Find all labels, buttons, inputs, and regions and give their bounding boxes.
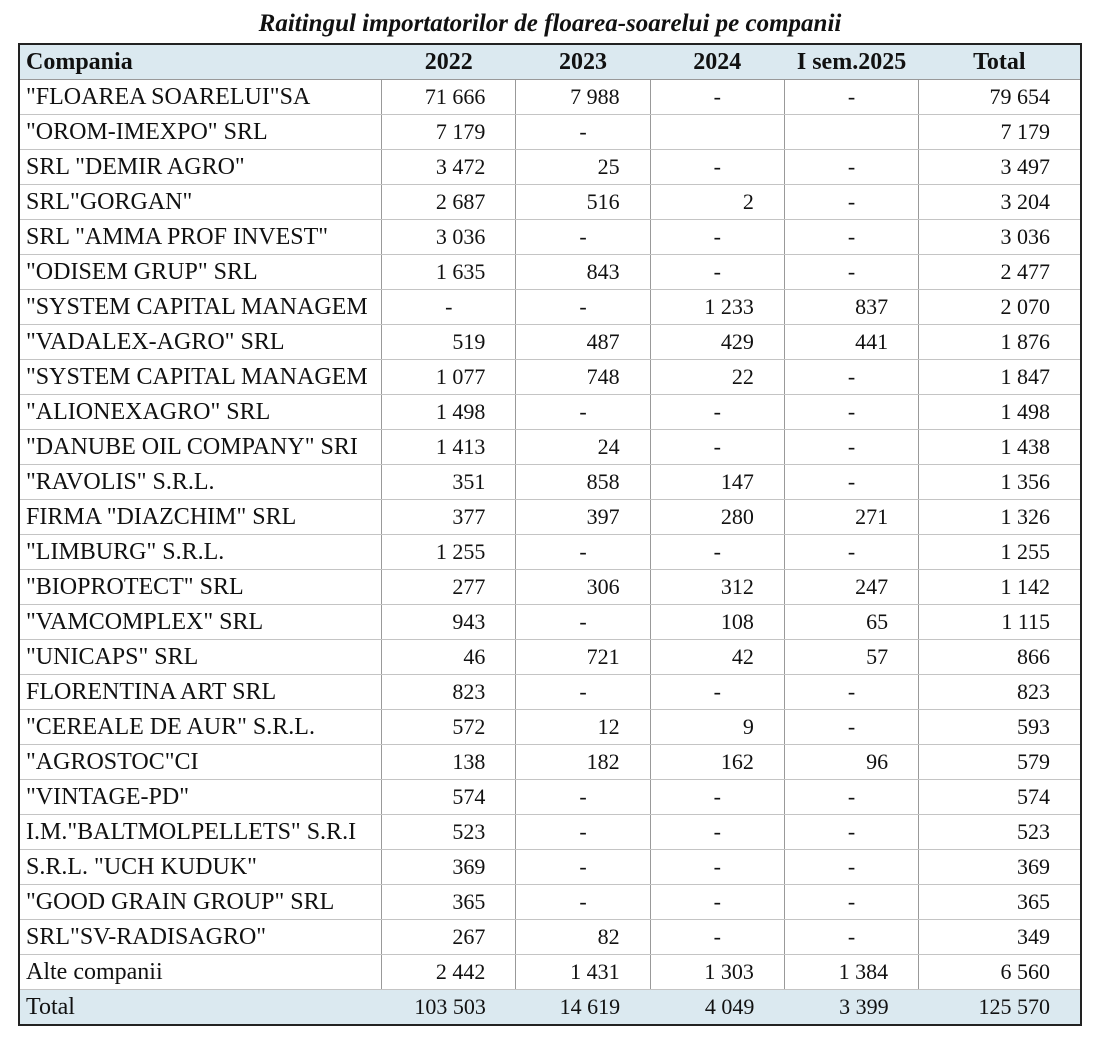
value-2023: 721 xyxy=(516,640,650,675)
value-2023: - xyxy=(516,815,650,850)
value-2022: 519 xyxy=(382,325,516,360)
value-2022: 2 442 xyxy=(382,955,516,990)
table-row xyxy=(19,570,1081,605)
value-2023: - xyxy=(516,885,650,920)
value-2025-h1: 1 384 xyxy=(784,955,918,990)
value-2024: 312 xyxy=(650,570,784,605)
value-2022: 3 472 xyxy=(382,150,516,185)
value-2024: 280 xyxy=(650,500,784,535)
company-name: "VADALEX-AGRO" SRL xyxy=(19,325,382,360)
value-2023: 516 xyxy=(516,185,650,220)
company-name: "VAMCOMPLEX" SRL xyxy=(19,605,382,640)
table-title: Raitingul importatorilor de floarea-soarelui pe companii xyxy=(258,10,842,37)
value-2025-h1: - xyxy=(784,850,918,885)
table-row xyxy=(19,815,1081,850)
value-2025-h1: - xyxy=(784,220,918,255)
value-2022: 574 xyxy=(382,780,516,815)
value-2023: - xyxy=(516,115,650,150)
value-2023: 182 xyxy=(516,745,650,780)
total-2025-h1: 3 399 xyxy=(784,990,918,1026)
value-2022: 1 077 xyxy=(382,360,516,395)
value-total: 369 xyxy=(919,850,1081,885)
value-2025-h1: - xyxy=(784,675,918,710)
value-2025-h1: 271 xyxy=(784,500,918,535)
value-2022: 3 036 xyxy=(382,220,516,255)
value-2024: - xyxy=(650,920,784,955)
value-2022: 823 xyxy=(382,675,516,710)
value-2022: 369 xyxy=(382,850,516,885)
value-2025-h1: - xyxy=(784,255,918,290)
value-2024: 1 233 xyxy=(650,290,784,325)
value-2025-h1: - xyxy=(784,885,918,920)
value-2025-h1: - xyxy=(784,780,918,815)
table-row xyxy=(19,360,1081,395)
value-total: 579 xyxy=(919,745,1081,780)
value-2023: - xyxy=(516,290,650,325)
company-name: "LIMBURG" S.R.L. xyxy=(19,535,382,570)
total-row xyxy=(19,990,1081,1026)
value-2022: 1 635 xyxy=(382,255,516,290)
value-total: 1 438 xyxy=(919,430,1081,465)
value-2023: - xyxy=(516,780,650,815)
value-2024: - xyxy=(650,395,784,430)
value-2022: 1 255 xyxy=(382,535,516,570)
value-2024: - xyxy=(650,675,784,710)
value-2024: 22 xyxy=(650,360,784,395)
company-name: "FLOAREA SOARELUI"SA xyxy=(19,80,382,115)
value-2023: 1 431 xyxy=(516,955,650,990)
value-total: 3 036 xyxy=(919,220,1081,255)
value-2025-h1: - xyxy=(784,920,918,955)
value-2023: 12 xyxy=(516,710,650,745)
value-2025-h1: - xyxy=(784,430,918,465)
value-2022: 7 179 xyxy=(382,115,516,150)
value-2022: 1 498 xyxy=(382,395,516,430)
value-2022: 267 xyxy=(382,920,516,955)
value-total: 823 xyxy=(919,675,1081,710)
value-2024: 9 xyxy=(650,710,784,745)
value-2025-h1: - xyxy=(784,815,918,850)
company-name: FIRMA "DIAZCHIM" SRL xyxy=(19,500,382,535)
company-name: "UNICAPS" SRL xyxy=(19,640,382,675)
value-2022: 1 413 xyxy=(382,430,516,465)
value-2025-h1: 65 xyxy=(784,605,918,640)
value-total: 1 326 xyxy=(919,500,1081,535)
total-grand: 125 570 xyxy=(919,990,1081,1026)
table-row xyxy=(19,850,1081,885)
value-2024: 1 303 xyxy=(650,955,784,990)
value-total: 2 070 xyxy=(919,290,1081,325)
value-2025-h1: - xyxy=(784,465,918,500)
table-row xyxy=(19,780,1081,815)
value-2024: 429 xyxy=(650,325,784,360)
value-2022: 943 xyxy=(382,605,516,640)
value-2025-h1: - xyxy=(784,185,918,220)
value-2025-h1: - xyxy=(784,710,918,745)
value-2025-h1: 837 xyxy=(784,290,918,325)
value-2022: 138 xyxy=(382,745,516,780)
table-row xyxy=(19,605,1081,640)
table-body xyxy=(19,80,1081,990)
value-2025-h1: - xyxy=(784,80,918,115)
value-total: 365 xyxy=(919,885,1081,920)
value-2022: 2 687 xyxy=(382,185,516,220)
table-row xyxy=(19,255,1081,290)
company-name: "SYSTEM CAPITAL MANAGEM xyxy=(19,360,382,395)
value-total: 3 204 xyxy=(919,185,1081,220)
importers-rating-table xyxy=(18,43,1082,1026)
value-2025-h1: 441 xyxy=(784,325,918,360)
table-row xyxy=(19,150,1081,185)
company-name: S.R.L. "UCH KUDUK" xyxy=(19,850,382,885)
value-total: 1 498 xyxy=(919,395,1081,430)
value-2023: 82 xyxy=(516,920,650,955)
value-2025-h1: - xyxy=(784,150,918,185)
value-2023: 858 xyxy=(516,465,650,500)
value-2025-h1: - xyxy=(784,535,918,570)
table-row xyxy=(19,710,1081,745)
total-2022: 103 503 xyxy=(382,990,516,1026)
table-row xyxy=(19,500,1081,535)
table-row xyxy=(19,745,1081,780)
value-2023: 397 xyxy=(516,500,650,535)
value-2023: 748 xyxy=(516,360,650,395)
value-2022: 277 xyxy=(382,570,516,605)
value-2024: 42 xyxy=(650,640,784,675)
column-header-2025-h1: I sem.2025 xyxy=(784,44,918,80)
total-label: Total xyxy=(19,990,382,1026)
value-2025-h1: - xyxy=(784,395,918,430)
value-2024: - xyxy=(650,780,784,815)
company-name: SRL"GORGAN" xyxy=(19,185,382,220)
value-2025-h1: 96 xyxy=(784,745,918,780)
table-row xyxy=(19,115,1081,150)
value-2022: 572 xyxy=(382,710,516,745)
table-row xyxy=(19,290,1081,325)
table-row xyxy=(19,885,1081,920)
value-2022: 351 xyxy=(382,465,516,500)
company-name: "ALIONEXAGRO" SRL xyxy=(19,395,382,430)
table-row xyxy=(19,185,1081,220)
value-2023: - xyxy=(516,850,650,885)
value-2023: 7 988 xyxy=(516,80,650,115)
table-row xyxy=(19,220,1081,255)
value-2025-h1: 247 xyxy=(784,570,918,605)
company-name: "ODISEM GRUP" SRL xyxy=(19,255,382,290)
company-name: "GOOD GRAIN GROUP" SRL xyxy=(19,885,382,920)
value-2023: - xyxy=(516,605,650,640)
company-name: "OROM-IMEXPO" SRL xyxy=(19,115,382,150)
value-2024 xyxy=(650,115,784,150)
table-row xyxy=(19,920,1081,955)
value-2024: - xyxy=(650,430,784,465)
value-total: 866 xyxy=(919,640,1081,675)
company-name: "CEREALE DE AUR" S.R.L. xyxy=(19,710,382,745)
value-2025-h1: - xyxy=(784,360,918,395)
header-row xyxy=(19,44,1081,80)
value-2023: 24 xyxy=(516,430,650,465)
value-total: 6 560 xyxy=(919,955,1081,990)
column-header-total: Total xyxy=(919,44,1081,80)
value-total: 574 xyxy=(919,780,1081,815)
value-2023: - xyxy=(516,220,650,255)
company-name: FLORENTINA ART SRL xyxy=(19,675,382,710)
column-header-2023: 2023 xyxy=(516,44,650,80)
value-2022: - xyxy=(382,290,516,325)
column-header-company: Compania xyxy=(19,44,382,80)
value-2023: 487 xyxy=(516,325,650,360)
value-total: 1 115 xyxy=(919,605,1081,640)
value-2024: - xyxy=(650,220,784,255)
column-header-2024: 2024 xyxy=(650,44,784,80)
value-total: 3 497 xyxy=(919,150,1081,185)
value-total: 1 255 xyxy=(919,535,1081,570)
value-2022: 377 xyxy=(382,500,516,535)
table-row xyxy=(19,955,1081,990)
value-total: 349 xyxy=(919,920,1081,955)
value-2025-h1 xyxy=(784,115,918,150)
table-row xyxy=(19,465,1081,500)
value-total: 79 654 xyxy=(919,80,1081,115)
company-name: "VINTAGE-PD" xyxy=(19,780,382,815)
table-row xyxy=(19,430,1081,465)
value-2024: 147 xyxy=(650,465,784,500)
table-row xyxy=(19,395,1081,430)
company-name: I.M."BALTMOLPELLETS" S.R.I xyxy=(19,815,382,850)
value-2024: - xyxy=(650,80,784,115)
company-name: "SYSTEM CAPITAL MANAGEM xyxy=(19,290,382,325)
table-row xyxy=(19,640,1081,675)
value-total: 523 xyxy=(919,815,1081,850)
value-2024: 2 xyxy=(650,185,784,220)
value-2022: 523 xyxy=(382,815,516,850)
total-2023: 14 619 xyxy=(516,990,650,1026)
company-name: "DANUBE OIL COMPANY" SRI xyxy=(19,430,382,465)
value-2024: 162 xyxy=(650,745,784,780)
value-total: 1 356 xyxy=(919,465,1081,500)
value-total: 7 179 xyxy=(919,115,1081,150)
value-2025-h1: 57 xyxy=(784,640,918,675)
table-row xyxy=(19,80,1081,115)
value-2023: - xyxy=(516,395,650,430)
company-name: "RAVOLIS" S.R.L. xyxy=(19,465,382,500)
column-header-2022: 2022 xyxy=(382,44,516,80)
value-2024: - xyxy=(650,850,784,885)
value-2024: - xyxy=(650,815,784,850)
value-total: 1 142 xyxy=(919,570,1081,605)
table-row xyxy=(19,675,1081,710)
company-name: Alte companii xyxy=(19,955,382,990)
value-2023: 843 xyxy=(516,255,650,290)
value-2023: 306 xyxy=(516,570,650,605)
company-name: "AGROSTOC"CI xyxy=(19,745,382,780)
table-row xyxy=(19,325,1081,360)
value-2024: - xyxy=(650,150,784,185)
value-2023: - xyxy=(516,675,650,710)
value-total: 593 xyxy=(919,710,1081,745)
value-2024: - xyxy=(650,255,784,290)
value-total: 2 477 xyxy=(919,255,1081,290)
value-2024: - xyxy=(650,885,784,920)
company-name: SRL"SV-RADISAGRO" xyxy=(19,920,382,955)
value-2024: - xyxy=(650,535,784,570)
value-total: 1 876 xyxy=(919,325,1081,360)
company-name: SRL "AMMA PROF INVEST" xyxy=(19,220,382,255)
value-2022: 71 666 xyxy=(382,80,516,115)
total-2024: 4 049 xyxy=(650,990,784,1026)
table-row xyxy=(19,535,1081,570)
value-2023: - xyxy=(516,535,650,570)
value-2022: 46 xyxy=(382,640,516,675)
company-name: SRL "DEMIR AGRO" xyxy=(19,150,382,185)
company-name: "BIOPROTECT" SRL xyxy=(19,570,382,605)
value-2024: 108 xyxy=(650,605,784,640)
value-2023: 25 xyxy=(516,150,650,185)
value-2022: 365 xyxy=(382,885,516,920)
value-total: 1 847 xyxy=(919,360,1081,395)
